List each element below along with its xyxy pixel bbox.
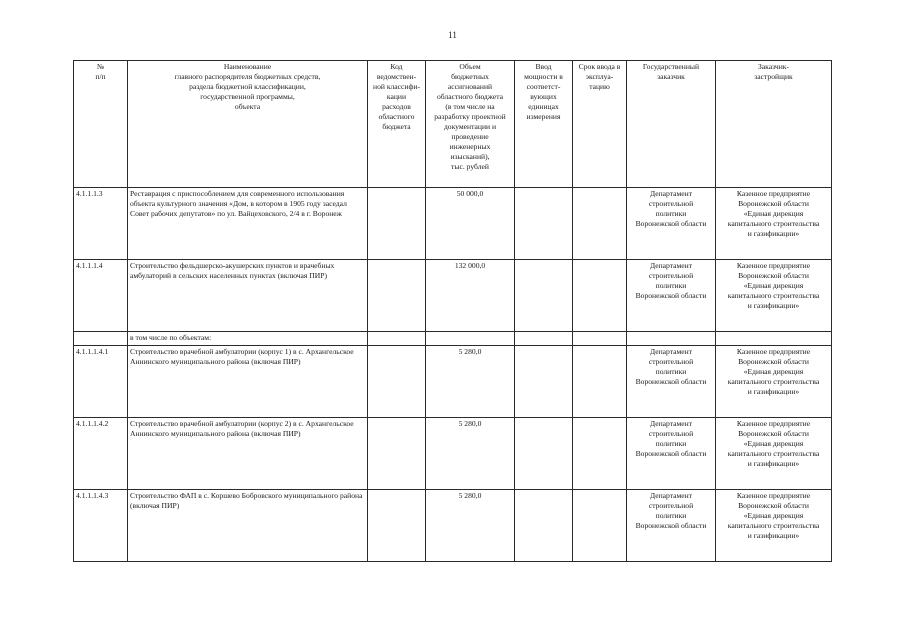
- cell-name: Строительство фельдшерско-акушерских пунктов и врачебных амбулаторий в сельских населенных пунктах (включая ПИР): [128, 260, 368, 332]
- cell-developer: Казенное предприятие Воронежской области «Единая дирекция капитального строительства и газификации»: [716, 188, 832, 260]
- cell-volume: 5 280,0: [426, 346, 515, 418]
- cell-code: [368, 490, 426, 562]
- cell-volume: 50 000,0: [426, 188, 515, 260]
- cell-developer: Казенное предприятие Воронежской области «Единая дирекция капитального строительства и газификации»: [716, 260, 832, 332]
- cell-capacity: [515, 346, 573, 418]
- table-row: [74, 346, 832, 418]
- cell-term: [573, 260, 627, 332]
- cell-num: [74, 332, 128, 346]
- header-num: № п/п: [74, 61, 128, 188]
- header-developer: Заказчик- застройщик: [716, 61, 832, 188]
- header-code: Код ведомствен- ной классифи- кации расходов областного бюджета: [368, 61, 426, 188]
- header-row: [74, 61, 832, 188]
- cell-num: 4.1.1.1.4.2: [74, 418, 128, 490]
- cell-term: [573, 332, 627, 346]
- cell-term: [573, 188, 627, 260]
- cell-code: [368, 346, 426, 418]
- table-row: [74, 260, 832, 332]
- cell-name: Строительство ФАП в с. Коршево Бобровского муниципального района (включая ПИР): [128, 490, 368, 562]
- cell-code: [368, 260, 426, 332]
- cell-code: [368, 332, 426, 346]
- table-row: [74, 188, 832, 260]
- header-customer: Государственный заказчик: [627, 61, 716, 188]
- cell-customer: Департамент строительной политики Воронежской области: [627, 418, 716, 490]
- cell-developer: [716, 332, 832, 346]
- cell-developer: Казенное предприятие Воронежской области «Единая дирекция капитального строительства и газификации»: [716, 418, 832, 490]
- cell-customer: Департамент строительной политики Воронежской области: [627, 346, 716, 418]
- cell-customer: Департамент строительной политики Воронежской области: [627, 260, 716, 332]
- cell-volume: 5 280,0: [426, 418, 515, 490]
- cell-volume: [426, 332, 515, 346]
- cell-capacity: [515, 332, 573, 346]
- cell-code: [368, 188, 426, 260]
- cell-capacity: [515, 490, 573, 562]
- cell-term: [573, 490, 627, 562]
- cell-name: Реставрация с приспособлением для современного использования объекта культурного значения «Дом, в котором в 1905 году заседал Совет рабочих депутатов» по ул. Вайцеховского, 2/4 в г. Воронеж: [128, 188, 368, 260]
- objects-table: [73, 60, 832, 562]
- cell-customer: [627, 332, 716, 346]
- cell-num: 4.1.1.1.4.1: [74, 346, 128, 418]
- cell-customer: Департамент строительной политики Воронежской области: [627, 188, 716, 260]
- cell-name: в том числе по объектам:: [128, 332, 368, 346]
- cell-code: [368, 418, 426, 490]
- header-volume: Объем бюджетных ассигнований областного бюджета (в том числе на разработку проектной документации и проведение инженерных изысканий), тыс. рублей: [426, 61, 515, 188]
- cell-developer: Казенное предприятие Воронежской области «Единая дирекция капитального строительства и газификации»: [716, 490, 832, 562]
- page-number: 11: [448, 30, 457, 40]
- cell-num: 4.1.1.1.4.3: [74, 490, 128, 562]
- cell-name: Строительство врачебной амбулатории (корпус 2) в с. Архангельское Аннинского муниципального района (включая ПИР): [128, 418, 368, 490]
- cell-num: 4.1.1.1.3: [74, 188, 128, 260]
- cell-name: Строительство врачебной амбулатории (корпус 1) в с. Архангельское Аннинского муниципального района (включая ПИР): [128, 346, 368, 418]
- cell-volume: 132 000,0: [426, 260, 515, 332]
- cell-developer: Казенное предприятие Воронежской области «Единая дирекция капитального строительства и газификации»: [716, 346, 832, 418]
- cell-term: [573, 418, 627, 490]
- header-capacity: Ввод мощности в соответст- вующих единицах измерения: [515, 61, 573, 188]
- cell-term: [573, 346, 627, 418]
- cell-capacity: [515, 260, 573, 332]
- table-row: [74, 490, 832, 562]
- header-name: Наименование главного распорядителя бюджетных средств, раздела бюджетной классификации, государственной программы, объекта: [128, 61, 368, 188]
- cell-capacity: [515, 188, 573, 260]
- table-row: [74, 418, 832, 490]
- cell-customer: Департамент строительной политики Воронежской области: [627, 490, 716, 562]
- header-term: Срок ввода в эксплуа- тацию: [573, 61, 627, 188]
- cell-volume: 5 280,0: [426, 490, 515, 562]
- table-row: [74, 332, 832, 346]
- cell-num: 4.1.1.1.4: [74, 260, 128, 332]
- cell-capacity: [515, 418, 573, 490]
